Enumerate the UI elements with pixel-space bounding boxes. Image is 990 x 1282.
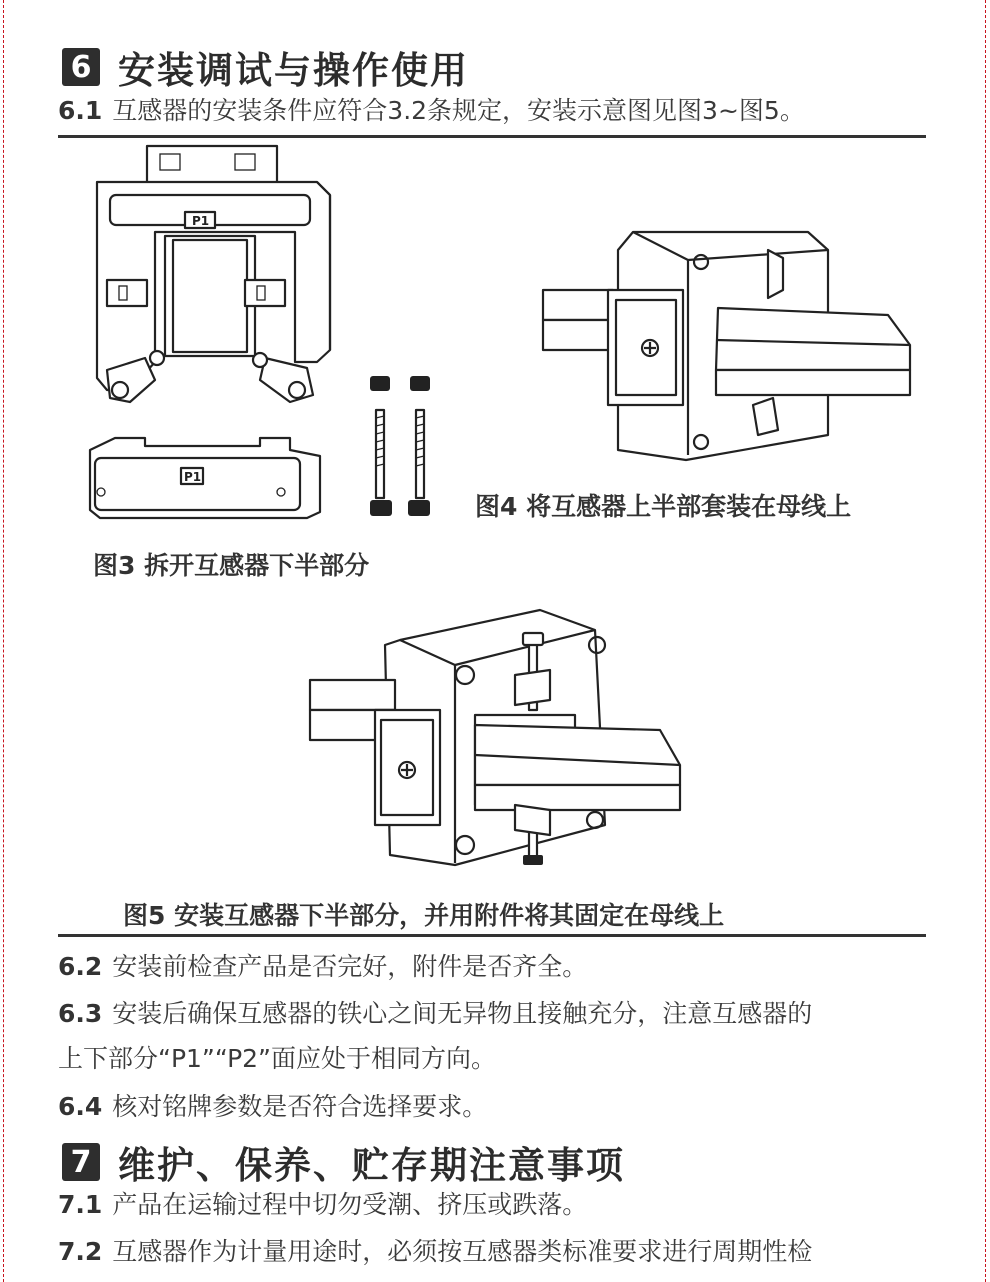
left-dashed-border: [3, 0, 4, 1282]
paragraph-6-3-line-1: [58, 997, 812, 1031]
paragraph-6-3-line-2: 上下部分“P1”“P2”面应处于相同方向。: [58, 1044, 497, 1073]
p1-mark-top: P1: [192, 214, 210, 228]
section-6-heading: [62, 40, 469, 94]
clause-text: 安装前检查产品是否完好，附件是否齐全。: [112, 952, 588, 981]
paragraph-6-4: [58, 1090, 487, 1124]
p1-mark-bottom: P1: [184, 470, 202, 484]
section-title: 安装调试与操作使用: [118, 49, 469, 92]
clause-text: 互感器作为计量用途时，必须按互感器类标准要求进行周期性检: [112, 1237, 813, 1266]
section-number-badge: 7: [62, 1143, 100, 1181]
figure-4-illustration: [538, 220, 918, 465]
clause-text: 安装后确保互感器的铁心之间无异物且接触充分，注意互感器的: [112, 999, 813, 1028]
figure-5-illustration: [305, 605, 685, 885]
clause-number: 6.3: [58, 999, 103, 1028]
clause-number: 6.4: [58, 1092, 103, 1121]
paragraph-6-1: [58, 94, 805, 128]
section-number-badge: 6: [62, 48, 100, 86]
clause-number: 6.1: [58, 96, 103, 125]
right-dashed-border: [985, 0, 986, 1282]
figure-4-caption: 图4 将互感器上半部套装在母线上: [475, 492, 852, 521]
clause-text: 核对铭牌参数是否符合选择要求。: [112, 1092, 488, 1121]
section-7-heading: [62, 1135, 625, 1189]
figure-3-caption: 图3 拆开互感器下半部分: [93, 551, 370, 580]
figure-5-caption: 图5 安装互感器下半部分，并用附件将其固定在母线上: [123, 901, 725, 930]
section-title: 维护、保养、贮存期注意事项: [118, 1144, 625, 1187]
paragraph-7-2: [58, 1235, 812, 1269]
section-divider: [58, 135, 926, 138]
figure-divider: [58, 934, 926, 937]
paragraph-7-1: [58, 1188, 587, 1222]
clause-number: 7.2: [58, 1237, 103, 1266]
clause-text: 产品在运输过程中切勿受潮、挤压或跌落。: [112, 1190, 588, 1219]
figure-3-illustration: [85, 140, 355, 530]
bolt-accessories: [360, 372, 440, 522]
clause-number: 6.2: [58, 952, 103, 981]
clause-text: 互感器的安装条件应符合3.2条规定，安装示意图见图3~图5。: [112, 96, 805, 125]
clause-number: 7.1: [58, 1190, 103, 1219]
paragraph-6-2: [58, 950, 587, 984]
